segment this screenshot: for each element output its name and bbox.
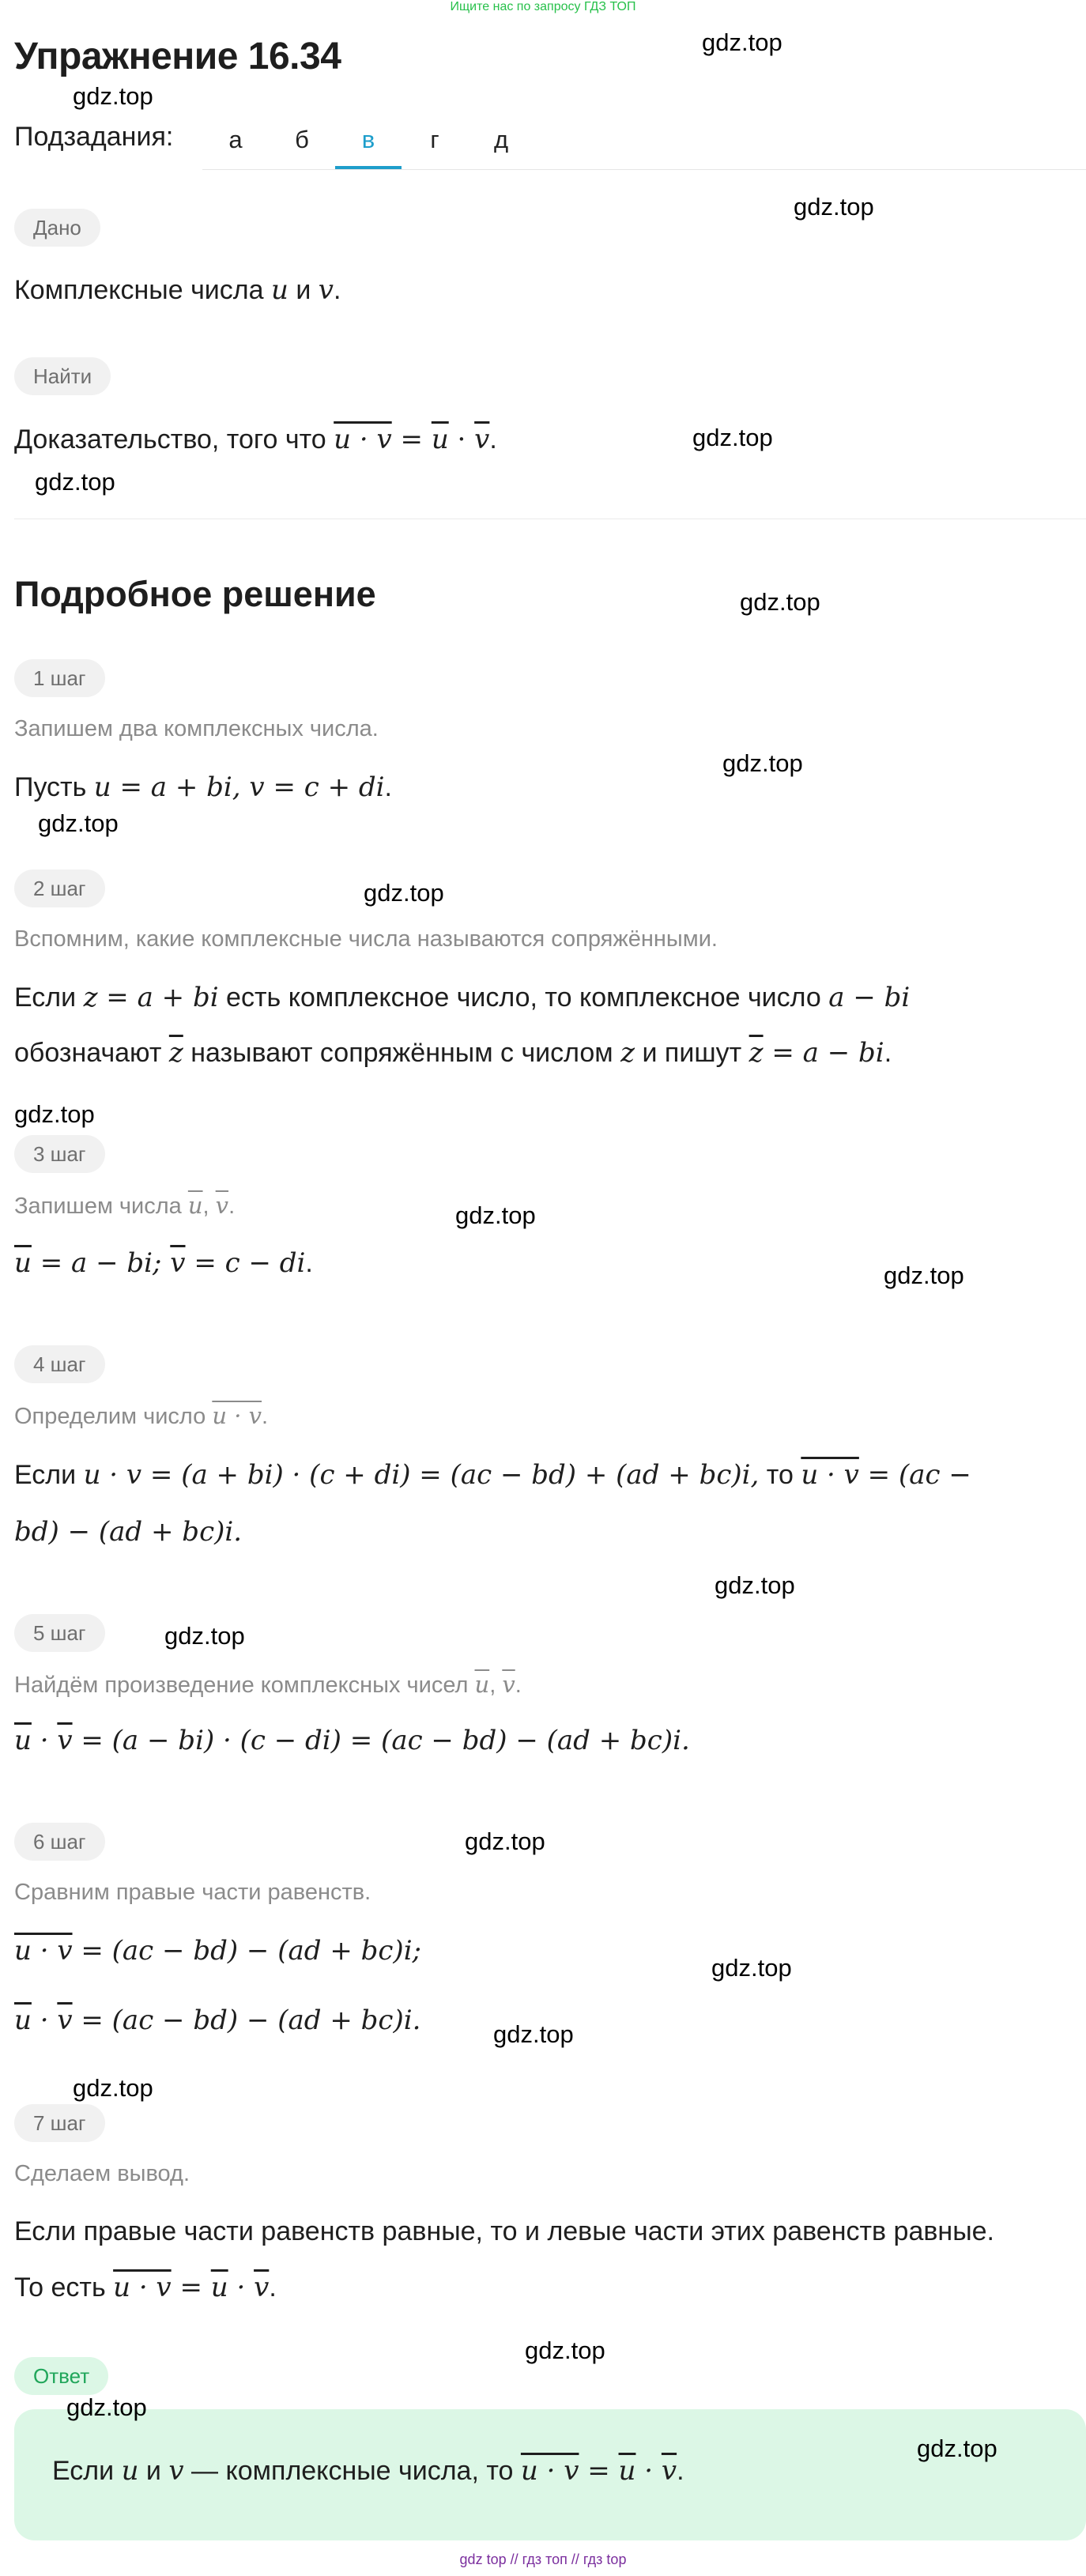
step-6-line-2: $\overline{u} \cdot \overline{v} = (ac - bd) - (ad + bc)i$. xyxy=(14,2005,421,2036)
watermark: gdz.top xyxy=(794,193,874,221)
watermark: gdz.top xyxy=(525,2337,605,2364)
watermark: gdz.top xyxy=(711,1954,792,1982)
step-4-line-1: Если u · v = (a + bi) · (c + di) = (ac − bd) + (ad + bc)i, то u · v = (ac − xyxy=(14,1459,971,1491)
subtasks-label: Подзадания: xyxy=(14,122,174,152)
watermark: gdz.top xyxy=(692,424,773,451)
answer-text: Если u и v — комплексные числа, то $u \cdot v = \overline{u} \cdot \overline{v}$. xyxy=(52,2455,684,2487)
step-5-math: $\overline{u} \cdot \overline{v} = (a - bi) \cdot (c - di) = (ac - bd) - (ad + bc)i$. xyxy=(14,1725,690,1756)
watermark: gdz.top xyxy=(38,809,119,837)
watermark: gdz.top xyxy=(722,749,803,777)
find-text: Доказательство, того что $u \cdot v = \overline{u} \cdot \overline{v}$. xyxy=(14,424,497,455)
step-6-line-1: u · v = (ac − bd) − (ad + bc)i; xyxy=(14,1935,422,1967)
watermark: gdz.top xyxy=(35,468,115,496)
tab-a[interactable]: а xyxy=(228,126,243,153)
step-5-pill: 5 шаг xyxy=(14,1614,105,1652)
watermark: gdz.top xyxy=(493,2020,574,2048)
given-text: Комплексные числа u и v. xyxy=(14,274,341,306)
watermark: gdz.top xyxy=(66,2393,147,2421)
answer-pill: Ответ xyxy=(14,2357,108,2395)
step-7-line-1: Если правые части равенств равные, то и левые части этих равенств равные. xyxy=(14,2216,995,2246)
step-5-hint: Найдём произведение комплексных чисел $\overline{u}$, $\overline{v}$. xyxy=(14,1671,522,1698)
solution-title: Подробное решение xyxy=(14,574,376,614)
step-3-math: $\overline{u} = a$ − bi; $\overline{v} = c$ − di. xyxy=(14,1247,313,1279)
top-banner[interactable]: Ищите нас по запросу ГДЗ ТОП xyxy=(450,0,636,13)
step-2-line-1: Если z = a + bi есть комплексное число, то комплексное число a − bi xyxy=(14,982,911,1013)
watermark: gdz.top xyxy=(164,1622,245,1650)
watermark: gdz.top xyxy=(715,1571,795,1599)
step-1-math: Пусть u = a + bi, v = c + di. xyxy=(14,771,392,803)
watermark: gdz.top xyxy=(73,82,153,110)
step-4-pill: 4 шаг xyxy=(14,1345,105,1383)
step-7-line-2: То есть $u \cdot v = \overline{u} \cdot \overline{v}$. xyxy=(14,2272,277,2303)
tab-b[interactable]: б xyxy=(295,126,309,153)
watermark: gdz.top xyxy=(465,1827,545,1855)
step-4-hint: Определим число u · v. xyxy=(14,1402,269,1429)
step-7-pill: 7 шаг xyxy=(14,2104,105,2142)
step-2-pill: 2 шаг xyxy=(14,869,105,907)
tab-v[interactable]: в xyxy=(335,111,402,169)
step-1-pill: 1 шаг xyxy=(14,659,105,697)
watermark: gdz.top xyxy=(740,588,820,616)
step-6-hint: Сравним правые части равенств. xyxy=(14,1880,371,1905)
watermark: gdz.top xyxy=(364,879,444,907)
step-2-line-2: обозначают $\overline{z}$ называют сопряжённым с числом z и пишут $\overline{z} = a$ − bi. xyxy=(14,1037,892,1069)
tab-d[interactable]: д xyxy=(493,126,509,153)
footer-links[interactable]: gdz top // гдз топ // гдз top xyxy=(459,2551,627,2567)
tab-g[interactable]: г xyxy=(430,126,439,153)
step-6-pill: 6 шаг xyxy=(14,1823,105,1861)
find-pill: Найти xyxy=(14,357,111,395)
step-7-hint: Сделаем вывод. xyxy=(14,2161,190,2186)
watermark: gdz.top xyxy=(73,2074,153,2102)
step-3-hint: Запишем числа $\overline{u}$, $\overline{v}$. xyxy=(14,1192,236,1219)
step-1-hint: Запишем два комплексных числа. xyxy=(14,716,379,741)
watermark: gdz.top xyxy=(455,1201,536,1229)
step-2-hint: Вспомним, какие комплексные числа называются сопряжёнными. xyxy=(14,926,718,952)
subtask-tabs xyxy=(202,111,534,169)
watermark: gdz.top xyxy=(917,2435,997,2462)
tabs-divider xyxy=(202,169,1086,170)
page-title: Упражнение 16.34 xyxy=(14,36,341,77)
watermark: gdz.top xyxy=(702,28,782,56)
given-pill: Дано xyxy=(14,209,100,247)
step-3-pill: 3 шаг xyxy=(14,1135,105,1173)
watermark: gdz.top xyxy=(14,1100,95,1128)
step-4-line-2: bd) − (ad + bc)i. xyxy=(14,1516,243,1548)
watermark: gdz.top xyxy=(884,1262,964,1289)
